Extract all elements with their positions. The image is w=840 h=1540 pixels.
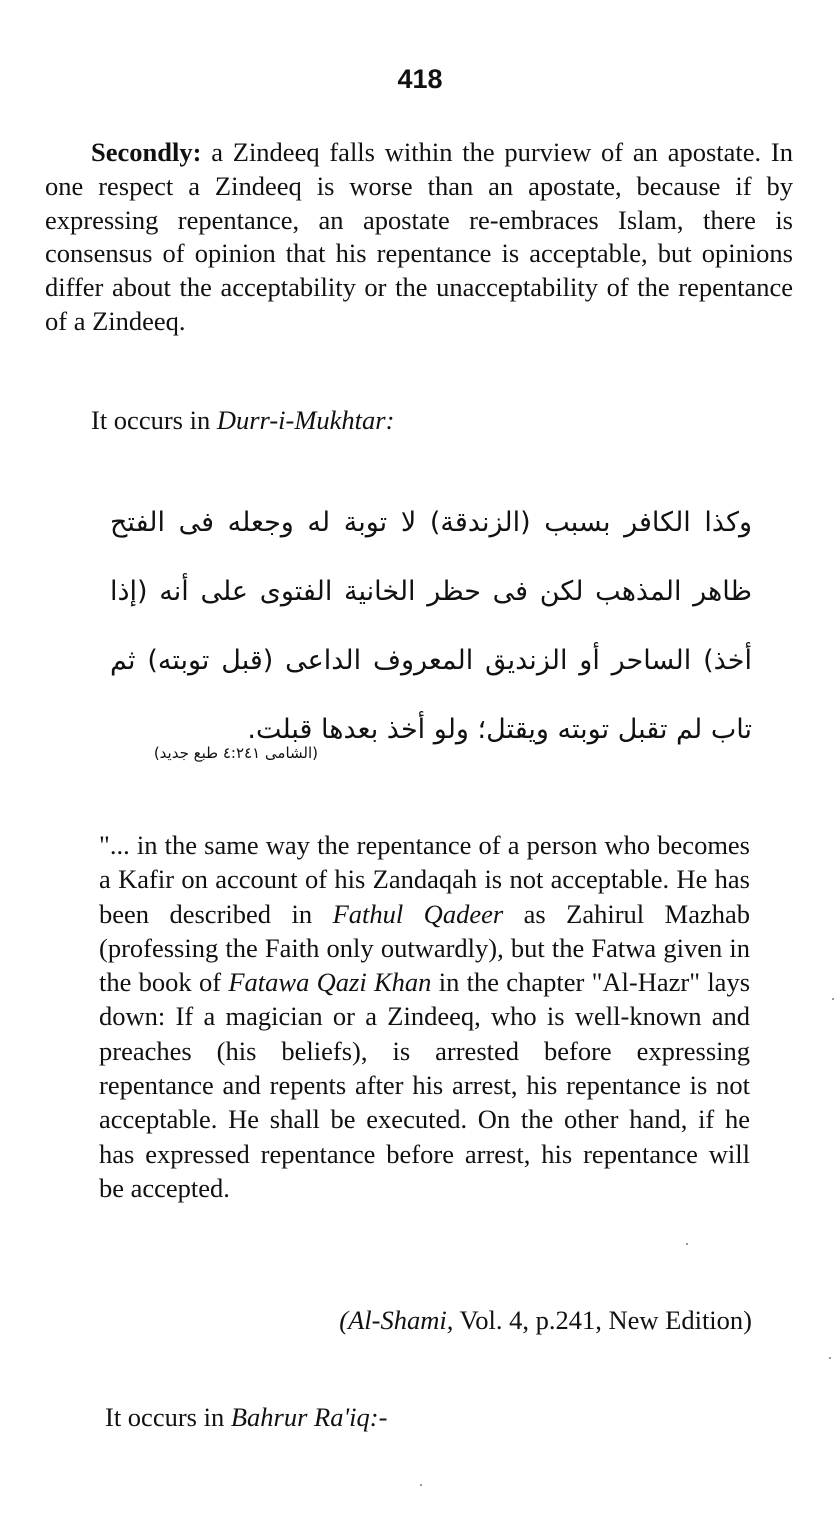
arabic-quotation: وكذا الكافر بسبب (الزندقة) لا توبة له وجعله فى الفتح ظاهر المذهب لكن فى حظر الخانية الفتوى على أنه (إذا أخذ) الساحر أو الزنديق المعروف الداعى (قبل توبته) ثم تاب لم تقبل توبته ويقتل؛ ولو أخذ بعدها قبلت. [110,507,752,745]
citation-source: (Al-Shami, [339,1305,454,1335]
scan-speck [420,1484,422,1486]
paragraph-lead: Secondly: [91,137,202,167]
arabic-reference: (الشامى ٤:٢٤١ طبع جديد) [153,744,318,762]
bahrur-prefix: It occurs in [105,1402,231,1432]
paragraph-body: a Zindeeq falls within the purview of an apostate. In one respect a Zindeeq is worse than an apostate, because if by expressing repentance, an apostate re-embraces Islam, there is consensus of opinion that his repentance is acceptable, but opinions differ about the acceptability or the unacceptability of the repentance of a Zindeeq. [45,137,793,336]
bahrur-source: Bahrur Ra'iq:- [230,1402,388,1432]
scan-speck [832,998,834,1000]
quote-intro-bahrur [105,1401,387,1434]
translation-part-1: "... in the same way the repentance of a person who becomes a Kafir on account of his Zandaqah is not acceptable. He has been described in [99,830,750,929]
citation-details: Vol. 4, p.241, New Edition) [453,1305,752,1335]
english-translation [99,828,750,1205]
translation-part-2: as Zahirul Mazhab (professing the Faith only outwardly), but the Fatwa given in the book of [99,898,750,998]
quote-intro-source: Durr-i-Mukhtar: [216,405,395,435]
quote-intro-prefix: It occurs in [91,405,217,435]
translation-title-fatawa-qazi-khan: Fatawa Qazi Khan [228,967,432,998]
page-number: 418 [397,64,443,94]
quote-intro-durr [91,404,394,437]
translation-part-3: in the chapter "Al-Hazr" lays down: If a magician or a Zindeeq, who is well-known and preaches (his beliefs), is arrested before expressing repentance and repents after his arrest, his repentance is not acceptable. He shall be executed. On the other hand, if he has expressed repentance before arrest, his repentance will be accepted. [99,967,751,1203]
scan-speck [686,1243,688,1245]
translation-title-fathul-qadeer: Fathul Qadeer [332,898,504,929]
citation [0,1304,752,1337]
scan-speck [829,1357,831,1359]
paragraph-secondly [45,136,793,339]
